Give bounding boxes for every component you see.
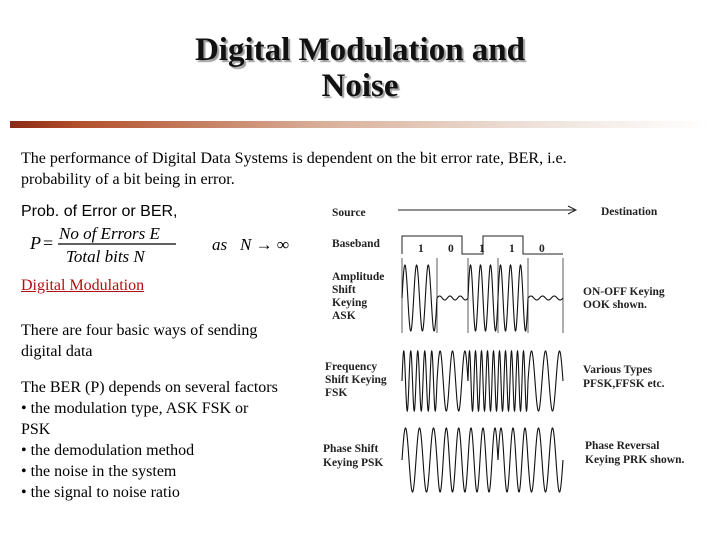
bit-label: 0 <box>539 243 545 255</box>
formula-denominator: Total bits N <box>66 247 145 266</box>
ber-line: PSK <box>21 421 51 438</box>
fsk-note: Various Types PFSK,FFSK etc. <box>583 364 665 390</box>
title-divider <box>10 121 710 128</box>
title-line-2: Noise <box>321 68 399 104</box>
four-ways-line-1: There are four basic ways of sending <box>21 322 258 339</box>
ask-note: ON-OFF Keying OOK shown. <box>583 286 665 311</box>
intro-line-1: The performance of Digital Data Systems is dependent on the bit error rate, BER, i.e. <box>21 150 567 167</box>
formula-numerator: No of Errors E <box>59 224 160 243</box>
digital-modulation-link[interactable]: Digital Modulation <box>21 277 145 294</box>
four-ways-text <box>21 320 296 362</box>
four-ways-line-2: digital data <box>21 343 93 360</box>
formula-equals: = <box>43 233 54 253</box>
intro-line-2: probability of a bit being in error. <box>21 171 235 188</box>
modulation-diagram <box>320 198 715 513</box>
ber-line: • the modulation type, ASK FSK or <box>21 400 249 417</box>
ber-line: • the signal to noise ratio <box>21 484 180 501</box>
source-label: Source <box>332 207 366 219</box>
fsk-waveform <box>402 351 563 411</box>
intro-text <box>21 148 671 190</box>
ber-line: • the demodulation method <box>21 442 195 459</box>
psk-label: Phase Shift Keying PSK <box>323 443 384 469</box>
bit-label: 1 <box>418 243 424 255</box>
slide-title <box>0 32 720 104</box>
destination-label: Destination <box>601 206 658 218</box>
bit-label: 0 <box>448 243 454 255</box>
ask-waveform <box>402 265 563 331</box>
psk-waveform <box>402 428 563 492</box>
bit-labels <box>418 243 545 255</box>
ber-line: The BER (P) depends on several factors <box>21 379 278 396</box>
ber-factors-text <box>21 377 321 503</box>
formula-limit: N → ∞ <box>240 235 289 254</box>
prob-error-label: Prob. of Error or BER, <box>21 203 178 220</box>
baseband-label: Baseband <box>332 238 380 250</box>
ber-line: • the noise in the system <box>21 463 177 480</box>
title-line-1: Digital Modulation and <box>194 32 526 68</box>
formula-as: as <box>212 235 228 254</box>
ask-label: Amplitude Shift Keying ASK <box>332 271 385 322</box>
formula-lhs: P <box>30 233 41 253</box>
psk-note: Phase Reversal Keying PRK shown. <box>585 440 685 466</box>
bit-label: 1 <box>509 243 515 255</box>
fsk-label: Frequency Shift Keying FSK <box>325 361 387 399</box>
ber-formula <box>28 222 298 266</box>
bit-label: 1 <box>479 243 485 255</box>
